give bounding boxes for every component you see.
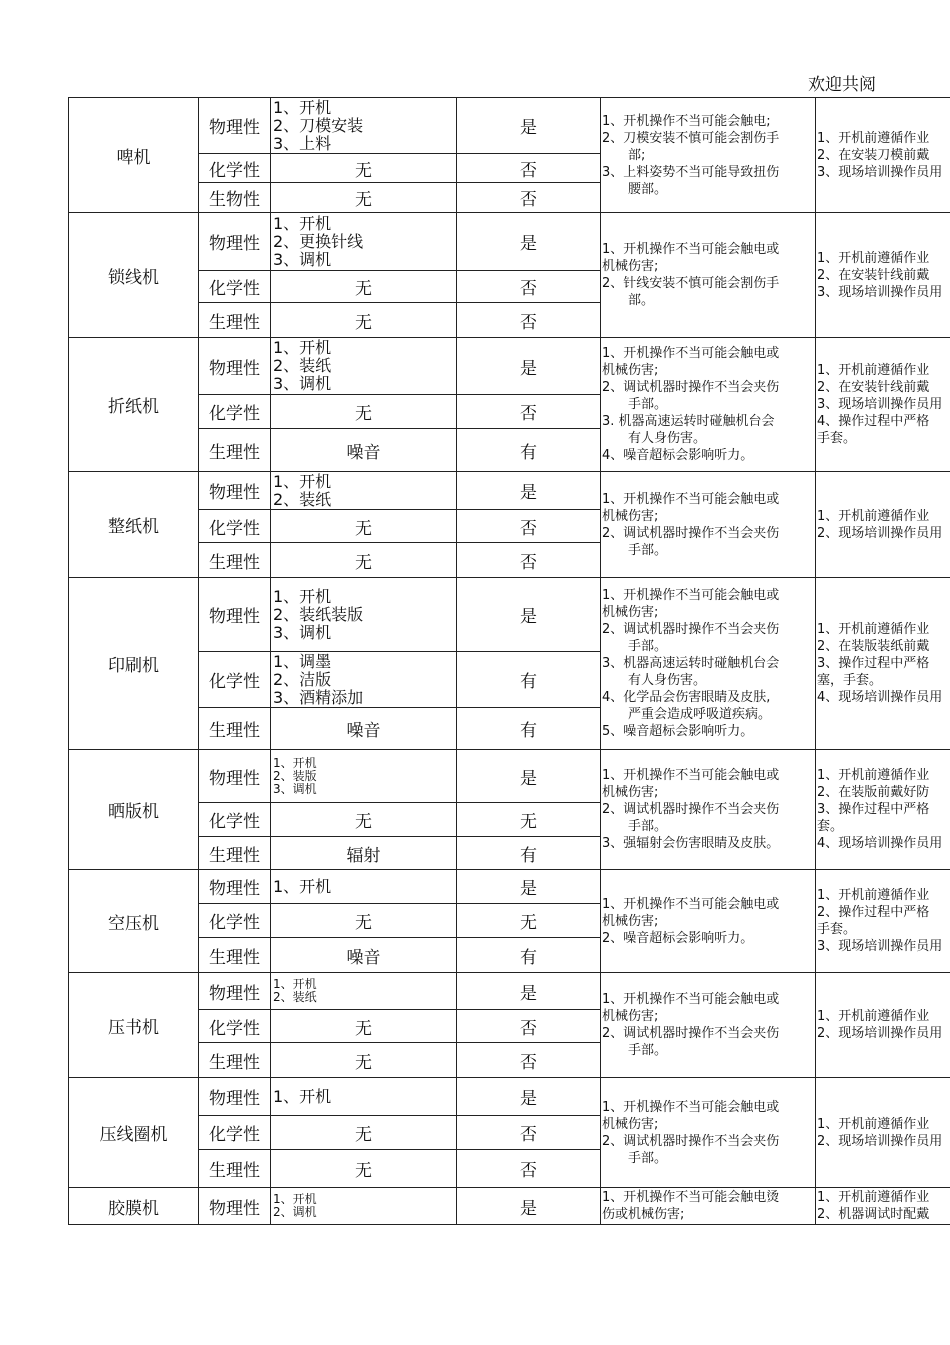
hazard-line: 1、开机操作不当可能会触电或 [602,346,780,361]
hazard-description [601,578,816,750]
measure-line: 1、开机前遵循作业 [817,508,930,524]
hazard-line: 3、上料姿势不当可能导致扭伤 [602,164,780,180]
operation-item: 2、刀模安装 [273,115,364,135]
hazard-line: 2、调试机器时操作不当会夹伤 [602,622,780,637]
control-measures [816,213,950,338]
hazard-present: 是 [457,338,601,395]
hazard-description [601,973,816,1078]
hazard-description [601,98,816,213]
hazard-present: 是 [457,750,601,803]
hazard-line: 手部。 [628,1043,668,1058]
table-row [69,338,950,395]
hazard-value: 无 [271,154,457,183]
hazard-category: 物理性 [199,1078,271,1116]
operation-item: 1、开机 [273,876,332,896]
control-measures [816,973,950,1078]
operation-item: 1、开机 [273,586,332,606]
control-measures [816,338,950,472]
hazard-category: 化学性 [199,271,271,303]
hazard-description [601,1188,816,1225]
machine-name: 整纸机 [69,472,199,578]
hazard-present: 是 [457,973,601,1010]
hazard-line: 5、噪音超标会影响听力。 [602,724,754,739]
hazard-line: 机械伤害; [602,508,659,524]
hazard-category: 化学性 [199,904,271,938]
hazard-present: 是 [457,870,601,904]
measure-line: 2、在安装针线前戴 [817,267,930,283]
operation-item: 1、开机 [273,1086,332,1106]
table-row [69,870,950,904]
hazard-present: 是 [457,98,601,154]
operation-item: 3、调机 [273,622,332,642]
measure-line: 1、开机前遵循作业 [817,1190,930,1205]
hazard-value: 无 [271,1043,457,1078]
operation-list [271,472,457,510]
hazard-present: 否 [457,303,601,338]
hazard-line: 2、调试机器时操作不当会夹伤 [602,525,780,541]
hazard-present: 否 [457,154,601,183]
hazard-description [601,472,816,578]
measure-line: 2、在装版前戴好防 [817,785,930,800]
hazard-line: 伤或机械伤害; [602,1207,685,1222]
hazard-present: 有 [457,938,601,973]
measure-line: 1、开机前遵循作业 [817,622,930,637]
measure-line: 1、开机前遵循作业 [817,888,930,903]
hazard-line: 机械伤害; [602,363,659,378]
measure-line: 4、现场培训操作员用 [817,836,943,851]
operation-item: 2、装纸装版 [273,604,364,624]
hazard-category: 化学性 [199,1116,271,1150]
control-measures [816,870,950,973]
hazard-description [601,1078,816,1188]
hazard-category: 物理性 [199,338,271,395]
machine-name: 胶膜机 [69,1188,199,1225]
hazard-description [601,870,816,973]
hazard-category: 化学性 [199,652,271,708]
operation-item: 2、调机 [273,1205,317,1219]
hazard-line: 3、强辐射会伤害眼睛及皮肤。 [602,836,780,851]
machine-name: 压书机 [69,973,199,1078]
hazard-present: 是 [457,578,601,652]
hazard-line: 手部。 [628,1150,668,1166]
hazard-value: 无 [271,543,457,578]
hazard-present: 有 [457,652,601,708]
hazard-category: 物理性 [199,98,271,154]
hazard-value: 无 [271,1116,457,1150]
machine-name: 啤机 [69,98,199,213]
measure-line: 2、操作过程中严格 [817,905,930,920]
measure-line: 2、现场培训操作员用 [817,525,943,541]
control-measures [816,1188,950,1225]
hazard-line: 2、调试机器时操作不当会夹伤 [602,1026,780,1041]
table-row [69,578,950,652]
operation-list [271,338,457,395]
hazard-value: 辐射 [271,837,457,870]
hazard-category: 化学性 [199,395,271,429]
hazard-line: 有人身伤害。 [628,673,707,688]
hazard-line: 2、调试机器时操作不当会夹伤 [602,802,780,817]
hazard-present: 否 [457,1150,601,1188]
operation-item: 1、开机 [273,1192,317,1206]
hazard-line: 2、噪音超标会影响听力。 [602,930,754,946]
hazard-present: 是 [457,1078,601,1116]
operation-list [271,98,457,154]
machine-name: 晒版机 [69,750,199,870]
hazard-line: 严重会造成呼吸道疾病。 [628,707,772,722]
measure-line: 1、开机前遵循作业 [817,768,930,783]
measure-line: 手套。 [817,431,857,446]
table-row [69,973,950,1010]
hazard-present: 有 [457,708,601,750]
hazard-value: 无 [271,1150,457,1188]
hazard-category: 生理性 [199,1043,271,1078]
hazard-category: 物理性 [199,1188,271,1225]
hazard-category: 生理性 [199,429,271,472]
operation-item: 2、洁版 [273,669,332,689]
measure-line: 手套。 [817,922,857,937]
hazard-line: 手部。 [628,819,668,834]
hazard-line: 4、噪音超标会影响听力。 [602,448,754,463]
hazard-category: 物理性 [199,472,271,510]
hazard-value: 无 [271,183,457,213]
hazard-line: 腰部。 [628,181,668,197]
table-row [69,213,950,271]
hazard-present: 否 [457,1043,601,1078]
hazard-category: 物理性 [199,578,271,652]
hazard-category: 生理性 [199,303,271,338]
hazard-line: 4、化学品会伤害眼睛及皮肤, [602,690,771,705]
hazard-line: 机械伤害; [602,1116,659,1132]
hazard-description [601,750,816,870]
hazard-line: 机械伤害; [602,1009,659,1024]
hazard-present: 否 [457,183,601,213]
measure-line: 1、开机前遵循作业 [817,1116,930,1132]
operation-item: 2、装纸 [273,990,317,1004]
machine-name: 印刷机 [69,578,199,750]
hazard-value: 噪音 [271,938,457,973]
operation-list [271,578,457,652]
hazard-line: 1、开机操作不当可能会触电或 [602,896,780,912]
measure-line: 2、现场培训操作员用 [817,1026,943,1041]
operation-item: 3、调机 [273,781,317,796]
machine-name: 锁线机 [69,213,199,338]
measure-line: 套。 [817,819,844,834]
machine-name: 折纸机 [69,338,199,472]
control-measures [816,750,950,870]
hazard-line: 部; [628,147,646,163]
hazard-line: 1、开机操作不当可能会触电或 [602,1099,780,1115]
control-measures [816,1078,950,1188]
hazard-value: 无 [271,271,457,303]
hazard-value: 无 [271,395,457,429]
hazard-present: 否 [457,1116,601,1150]
operation-item: 1、开机 [273,213,332,233]
hazard-present: 否 [457,1010,601,1043]
measure-line: 3、操作过程中严格 [817,802,930,817]
measure-line: 3、现场培训操作员用 [817,939,943,954]
hazard-present: 否 [457,395,601,429]
measure-line: 2、现场培训操作员用 [817,1133,943,1149]
hazard-line: 手部。 [628,542,668,558]
measure-line: 2、在装版装纸前戴 [817,639,930,654]
operation-item: 2、装纸 [273,356,332,375]
hazard-line: 2、调试机器时操作不当会夹伤 [602,380,780,395]
hazard-present: 否 [457,543,601,578]
operation-list [271,870,457,904]
hazard-line: 3、机器高速运转时碰触机台会 [602,656,780,671]
operation-list [271,652,457,708]
table-row [69,98,950,154]
measure-line: 1、开机前遵循作业 [817,130,930,146]
measure-line: 塞，手套。 [817,673,883,688]
operation-item: 2、装纸 [273,489,332,509]
operation-list [271,973,457,1010]
hazard-value: 无 [271,904,457,938]
hazard-category: 化学性 [199,510,271,543]
hazard-category: 生理性 [199,543,271,578]
hazard-present: 有 [457,429,601,472]
measure-line: 1、开机前遵循作业 [817,1009,930,1024]
hazard-value: 无 [271,303,457,338]
hazard-present: 是 [457,213,601,271]
machine-name: 空压机 [69,870,199,973]
hazard-present: 无 [457,803,601,837]
hazard-line: 1、开机操作不当可能会触电或 [602,768,780,783]
hazard-value: 噪音 [271,429,457,472]
operation-item: 1、开机 [273,338,332,357]
hazard-category: 物理性 [199,973,271,1010]
hazard-line: 机械伤害; [602,913,659,929]
hazard-description [601,213,816,338]
measure-line: 4、操作过程中严格 [817,414,930,429]
measure-line: 2、在安装刀模前戴 [817,147,930,163]
control-measures [816,578,950,750]
table-row [69,472,950,510]
operation-item: 2、装版 [273,768,317,783]
measure-line: 1、开机前遵循作业 [817,363,930,378]
hazard-present: 是 [457,1188,601,1225]
hazard-line: 机械伤害; [602,785,659,800]
operation-list [271,1078,457,1116]
control-measures [816,98,950,213]
hazard-value: 无 [271,510,457,543]
hazard-category: 生理性 [199,708,271,750]
hazard-line: 机械伤害; [602,259,659,274]
page-header: 欢迎共阅 [808,75,876,95]
operation-item: 1、开机 [273,97,332,117]
measure-line: 3、现场培训操作员用 [817,284,943,300]
hazard-category: 物理性 [199,213,271,271]
hazard-line: 1、开机操作不当可能会触电; [602,113,771,129]
operation-item: 2、更换针线 [273,231,364,251]
hazard-line: 有人身伤害。 [628,431,707,446]
hazard-value: 噪音 [271,708,457,750]
operation-item: 1、开机 [273,471,332,491]
hazard-table-body [69,98,950,1225]
hazard-category: 物理性 [199,750,271,803]
hazard-category: 生物性 [199,183,271,213]
operation-item: 3、调机 [273,374,332,393]
measure-line: 2、机器调试时配戴 [817,1207,930,1222]
operation-item: 1、开机 [273,755,317,770]
hazard-present: 是 [457,472,601,510]
hazard-line: 1、开机操作不当可能会触电烫 [602,1190,780,1205]
operation-item: 3、调机 [273,249,332,269]
operation-item: 1、开机 [273,977,317,991]
hazard-line: 1、开机操作不当可能会触电或 [602,491,780,507]
hazard-category: 化学性 [199,154,271,183]
hazard-value: 无 [271,803,457,837]
hazard-present: 否 [457,510,601,543]
measure-line: 4、现场培训操作员用 [817,690,943,705]
operation-item: 3、酒精添加 [273,687,364,707]
hazard-line: 部。 [628,293,655,308]
measure-line: 1、开机前遵循作业 [817,250,930,266]
hazard-present: 无 [457,904,601,938]
operation-list [271,750,457,803]
operation-item: 1、调墨 [273,651,332,671]
hazard-category: 化学性 [199,803,271,837]
control-measures [816,472,950,578]
hazard-category: 物理性 [199,870,271,904]
hazard-category: 生理性 [199,837,271,870]
hazard-description [601,338,816,472]
hazard-table [68,97,950,1225]
operation-list [271,213,457,271]
operation-item: 3、上料 [273,133,332,153]
operation-list [271,1188,457,1225]
measure-line: 2、在安装针线前戴 [817,380,930,395]
hazard-line: 1、开机操作不当可能会触电或 [602,588,780,603]
machine-name: 压线圈机 [69,1078,199,1188]
hazard-line: 3. 机器高速运转时碰触机台会 [602,414,775,429]
hazard-line: 机械伤害; [602,605,659,620]
hazard-line: 2、刀模安装不慎可能会割伤手 [602,130,780,146]
hazard-present: 有 [457,837,601,870]
hazard-category: 化学性 [199,1010,271,1043]
table-row [69,1078,950,1116]
hazard-line: 2、针线安装不慎可能会割伤手 [602,276,780,291]
hazard-category: 生理性 [199,1150,271,1188]
table-row [69,1188,950,1225]
measure-line: 3、现场培训操作员用 [817,397,943,412]
measure-line: 3、现场培训操作员用 [817,164,943,180]
hazard-line: 手部。 [628,639,668,654]
hazard-present: 否 [457,271,601,303]
hazard-line: 2、调试机器时操作不当会夹伤 [602,1133,780,1149]
hazard-line: 1、开机操作不当可能会触电或 [602,242,780,257]
hazard-line: 1、开机操作不当可能会触电或 [602,992,780,1007]
hazard-line: 手部。 [628,397,668,412]
measure-line: 3、操作过程中严格 [817,656,930,671]
table-row [69,750,950,803]
hazard-value: 无 [271,1010,457,1043]
hazard-category: 生理性 [199,938,271,973]
